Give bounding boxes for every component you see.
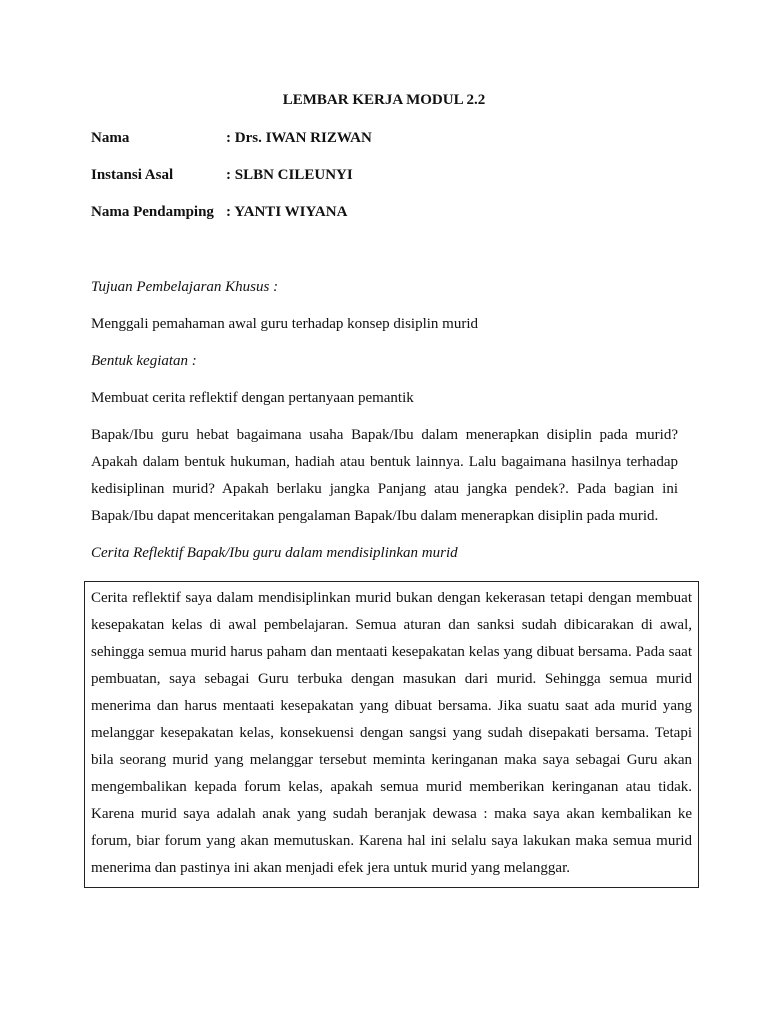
prompt-paragraph: Bapak/Ibu guru hebat bagaimana usaha Bapak/Ibu dalam menerapkan disiplin pada murid? Apakah dalam bentuk hukuman, hadiah atau bentuk lainnya. Lalu bagaimana hasilnya terhadap kedisiplinan murid? Apakah berlaku jangka Panjang atau jangka pendek?. Pada bagian ini Bapak/Ibu dapat menceritakan pengalaman Bapak/Ibu dalam menerapkan disiplin pada murid. <box>91 427 678 524</box>
info-label: Nama Pendamping <box>91 204 214 220</box>
tujuan-text: Menggali pemahaman awal guru terhadap konsep disiplin murid <box>91 316 478 332</box>
info-row-instansi <box>91 167 353 184</box>
info-row-pendamping <box>91 204 347 221</box>
cerita-box <box>84 581 699 888</box>
tujuan-heading: Tujuan Pembelajaran Khusus : <box>91 279 279 295</box>
bentuk-text: Membuat cerita reflektif dengan pertanyaan pemantik <box>91 390 414 406</box>
info-label: Nama <box>91 130 130 146</box>
info-label: Instansi Asal <box>91 167 174 183</box>
document-title: LEMBAR KERJA MODUL 2.2 <box>282 92 486 108</box>
cerita-text: Cerita reflektif saya dalam mendisiplinkan murid bukan dengan kekerasan tetapi dengan membuat kesepakatan kelas di awal pembelajaran. Semua aturan dan sanksi sudah dibicarakan di awal, sehingga semua murid harus paham dan mentaati kesepakatan kelas yang dibuat bersama. Pada saat pembuatan, saya sebagai Guru terbuka dengan masukan dari murid. Sehingga semua murid menerima dan harus mentaati kesepakatan yang dibuat bersama. Jika suatu saat ada murid yang melanggar kesepakatan kelas, konsekuensi dengan sangsi yang sudah disepakati bersama. Tetapi bila seorang murid yang melanggar tersebut meminta keringanan maka saya sebagai Guru akan mengembalikan kepada forum kelas, apakah semua murid memberikan keringanan atau tidak. Karena murid saya adalah anak yang sudah beranjak dewasa : maka saya akan kembalikan ke forum, biar forum yang akan memutuskan. Karena hal ini selalu saya lakukan maka semua murid menerima dan pastinya ini akan menjadi efek jera untuk murid yang melanggar. <box>91 590 692 876</box>
info-value: : YANTI WIYANA <box>226 204 348 220</box>
cerita-heading: Cerita Reflektif Bapak/Ibu guru dalam mendisiplinkan murid <box>91 545 458 561</box>
info-value: : Drs. IWAN RIZWAN <box>226 130 372 146</box>
info-value: : SLBN CILEUNYI <box>226 167 353 183</box>
bentuk-heading: Bentuk kegiatan : <box>91 353 197 369</box>
info-row-nama <box>91 130 372 147</box>
